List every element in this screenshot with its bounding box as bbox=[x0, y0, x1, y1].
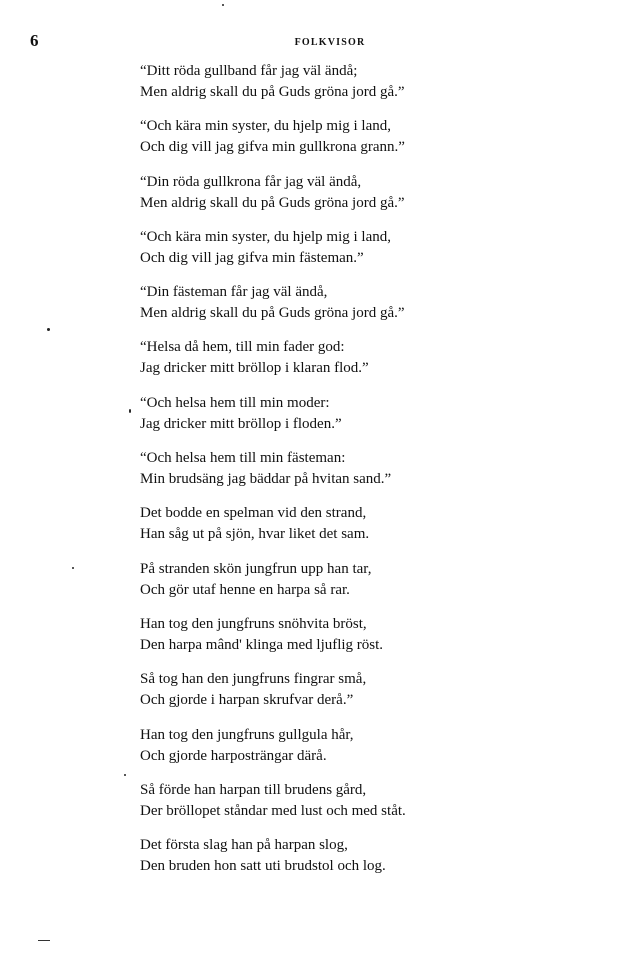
verse-line: Jag dricker mitt bröllop i floden.” bbox=[140, 415, 342, 432]
verse-line: Min brudsäng jag bäddar på hvitan sand.” bbox=[140, 471, 392, 488]
verse-line: På stranden skön jungfrun upp han tar, bbox=[140, 560, 372, 577]
verse-line: “Din röda gullkrona får jag väl ändå, bbox=[140, 173, 362, 190]
stanza bbox=[140, 393, 610, 448]
stanza bbox=[140, 780, 610, 835]
verse-line: Men aldrig skall du på Guds gröna jord gå.” bbox=[140, 194, 405, 211]
verse-line: Jag dricker mitt bröllop i klaran flod.” bbox=[140, 360, 369, 377]
verse-line: Den harpa mând' klinga med ljuflig röst. bbox=[140, 636, 384, 653]
scan-speck bbox=[129, 409, 131, 413]
verse-line: Han tog den jungfruns snöhvita bröst, bbox=[140, 615, 367, 632]
verse-line: “Och kära min syster, du hjelp mig i land, bbox=[140, 118, 392, 135]
verse-line: “Helsa då hem, till min fader god: bbox=[140, 339, 345, 356]
stanza bbox=[140, 448, 610, 503]
verse-line: Han tog den jungfruns gullgula hår, bbox=[140, 726, 354, 743]
verse-line: Och dig vill jag gifva min fästeman.” bbox=[140, 249, 364, 266]
verse-line: Den bruden hon satt uti brudstol och log. bbox=[140, 858, 386, 875]
scan-speck bbox=[222, 4, 224, 6]
stanza bbox=[140, 61, 610, 116]
verse-line: Och gjorde harposträngar därå. bbox=[140, 747, 327, 764]
scan-speck bbox=[72, 567, 74, 569]
verse-line: “Ditt röda gullband får jag väl ändå; bbox=[140, 63, 358, 79]
verse-line: Det första slag han på harpan slog, bbox=[140, 837, 348, 854]
poem-body bbox=[140, 61, 610, 890]
stanza bbox=[140, 559, 610, 614]
stanza bbox=[140, 503, 610, 558]
stanza bbox=[140, 227, 610, 282]
stanza bbox=[140, 835, 610, 890]
verse-line: Så förde han harpan till brudens gård, bbox=[140, 781, 367, 798]
verse-line: Och gör utaf henne en harpa så rar. bbox=[140, 581, 350, 598]
verse-line: Men aldrig skall du på Guds gröna jord gå.” bbox=[140, 84, 405, 100]
scan-speck bbox=[124, 774, 126, 776]
verse-line: Det bodde en spelman vid den strand, bbox=[140, 505, 367, 522]
running-head: FOLKVISOR bbox=[294, 37, 366, 48]
verse-line: Der bröllopet ståndar med lust och med ståt. bbox=[140, 802, 406, 819]
scan-mark bbox=[38, 940, 50, 941]
verse-line: Han såg ut på sjön, hvar liket det sam. bbox=[140, 526, 370, 543]
stanza bbox=[140, 337, 610, 392]
scan-speck bbox=[47, 328, 50, 331]
stanza bbox=[140, 725, 610, 780]
page-number: 6 bbox=[30, 31, 39, 50]
verse-line: Så tog han den jungfruns fingrar små, bbox=[140, 671, 367, 688]
stanza bbox=[140, 172, 610, 227]
verse-line: Och gjorde i harpan skrufvar derå.” bbox=[140, 692, 354, 709]
verse-line: Men aldrig skall du på Guds gröna jord gå.” bbox=[140, 305, 405, 322]
verse-line: Och dig vill jag gifva min gullkrona grann.” bbox=[140, 139, 405, 156]
verse-line: “Din fästeman får jag väl ändå, bbox=[140, 284, 328, 301]
verse-line: “Och helsa hem till min moder: bbox=[140, 394, 330, 411]
stanza bbox=[140, 282, 610, 337]
verse-line: “Och helsa hem till min fästeman: bbox=[140, 450, 346, 467]
stanza bbox=[140, 669, 610, 724]
stanza bbox=[140, 116, 610, 171]
stanza bbox=[140, 614, 610, 669]
verse-line: “Och kära min syster, du hjelp mig i land, bbox=[140, 228, 392, 245]
